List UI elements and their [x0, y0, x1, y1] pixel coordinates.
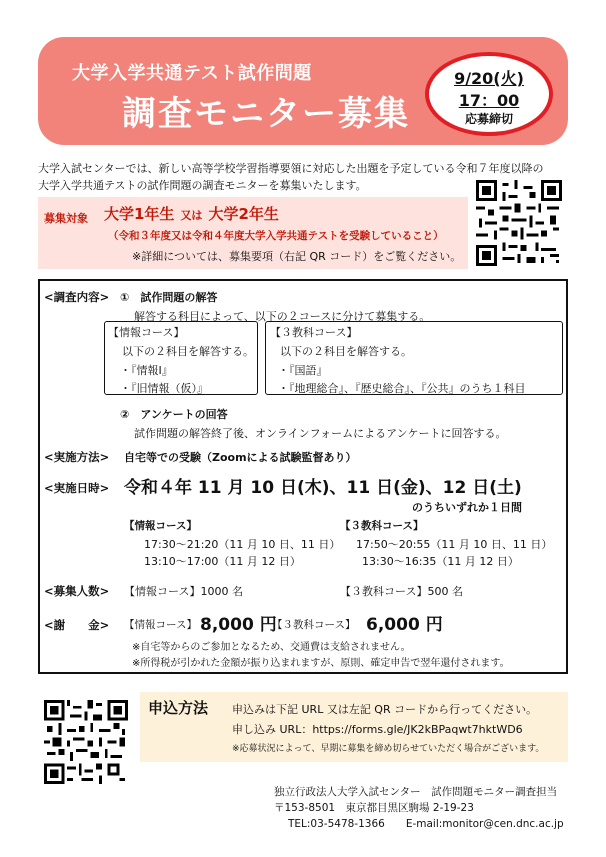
info-course-desc: 以下の２科目を解答する。 [122, 345, 254, 358]
reward-three-course: 【３教科コース】 [272, 619, 356, 631]
recruit-info: 【情報コース】1000 名 [124, 585, 243, 598]
deadline-label: 応募締切 [464, 112, 513, 126]
survey-item2-desc: 試作問題の解答終了後、オンラインフォームによるアンケートに回答する。 [134, 427, 507, 440]
reward-info-price: 8,000 円 [200, 615, 277, 635]
dates-info-title: 【情報コース】 [124, 520, 197, 532]
three-course-item: ・『国語』 [278, 364, 328, 377]
intro-line-2: 大学入学共通テストの試作問題の調査モニターを募集いたします。 [38, 179, 367, 192]
reward-info-course: 【情報コース】 [124, 619, 197, 631]
survey-label: <調査内容> [44, 290, 110, 304]
reward-three-price: 6,000 円 [366, 615, 443, 635]
apply-title: 申込方法 [148, 699, 209, 717]
target-grades [104, 203, 279, 224]
target-detail: ※詳細については、募集要項（右記 QR コード）をご覧ください。 [132, 250, 462, 263]
qr-code-icon[interactable] [44, 700, 128, 784]
apply-line-1: 申込みは下記 URL 又は左記 QR コードから行ってください。 [232, 703, 538, 716]
method-text: 自宅等での受験（Zoomによる試験監督あり） [124, 451, 357, 464]
info-course-item: ・『旧情報（仮）』 [120, 382, 208, 395]
method-label: <実施方法> [44, 450, 110, 464]
intro-line-1: 大学入試センターでは、新しい高等学校学習指導要領に対応した出題を予定している令和７年度以降の [38, 162, 544, 175]
target-grade-1: 大学1年生 [104, 205, 175, 223]
dates-label: <実施日時> [44, 481, 110, 495]
qr-code-icon[interactable] [476, 180, 562, 266]
target-grade-2: 大学2年生 [208, 205, 279, 223]
info-course-item: ・『情報Ⅰ』 [120, 364, 173, 377]
survey-item1-title: ① 試作問題の解答 [120, 291, 218, 304]
header-subtitle: 大学入学共通テスト試作問題 [72, 63, 312, 84]
dates-info-time: 17:30～21:20（11 月 10 日、11 日） [144, 538, 341, 551]
footer-org: 独立行政法人大学入試センター 試作問題モニター調査担当 [274, 786, 558, 798]
dates-three-time: 13:30～16:35（11 月 12 日） [362, 555, 519, 568]
target-note: （令和３年度又は令和４年度大学入学共通テストを受験していること） [108, 230, 444, 242]
recruit-three: 【３教科コース】500 名 [340, 585, 463, 598]
deadline-badge [425, 52, 553, 136]
survey-item2-title: ② アンケートの回答 [120, 408, 228, 421]
target-label: 募集対象 [44, 212, 88, 225]
reward-note-1: ※自宅等からのご参加となるため、交通費は支給されません。 [132, 642, 411, 653]
footer-contact[interactable]: TEL:03-5478-1366 E-mail:monitor@cen.dnc.ac.jp [288, 818, 564, 830]
three-course-item: ・『地理総合』、『歴史総合』、『公共』のうち１科目 [278, 382, 526, 395]
page-title: 調査モニター募集 [122, 94, 410, 134]
info-course-title: 【情報コース】 [108, 326, 185, 339]
deadline-date: 9/20(火) [454, 69, 524, 88]
survey-item1-desc: 解答する科目によって、以下の２コースに分けて募集する。 [134, 310, 431, 323]
recruit-label: <募集人数> [44, 584, 110, 598]
dates-info-time: 13:10～17:00（11 月 12 日） [144, 555, 301, 568]
target-or: 又は [180, 209, 203, 222]
footer-address: 〒153-8501 東京都目黒区駒場 2-19-23 [274, 802, 474, 814]
apply-url[interactable]: 申し込み URL：https://forms.gle/JK2kBPaqwt7hktWD6 [232, 723, 523, 736]
dates-three-time: 17:50～20:55（11 月 10 日、11 日） [356, 538, 553, 551]
apply-note: ※応募状況によって、早期に募集を締め切らせていただく場合がございます。 [232, 744, 545, 754]
reward-label: <謝 金> [44, 618, 110, 632]
three-course-title: 【３教科コース】 [270, 326, 358, 339]
dates-main: 令和４年 11 月 10 日(木)、11 日(金)、12 日(土) [124, 478, 522, 498]
three-course-desc: 以下の２科目を解答する。 [280, 345, 412, 358]
dates-sub: のうちいずれか１日間 [412, 501, 522, 514]
deadline-time: 17：00 [458, 91, 520, 110]
dates-three-title: 【３教科コース】 [340, 520, 424, 532]
reward-note-2: ※所得税が引かれた金額が振り込まれますが、原則、確定申告で翌年還付されます。 [132, 658, 510, 669]
